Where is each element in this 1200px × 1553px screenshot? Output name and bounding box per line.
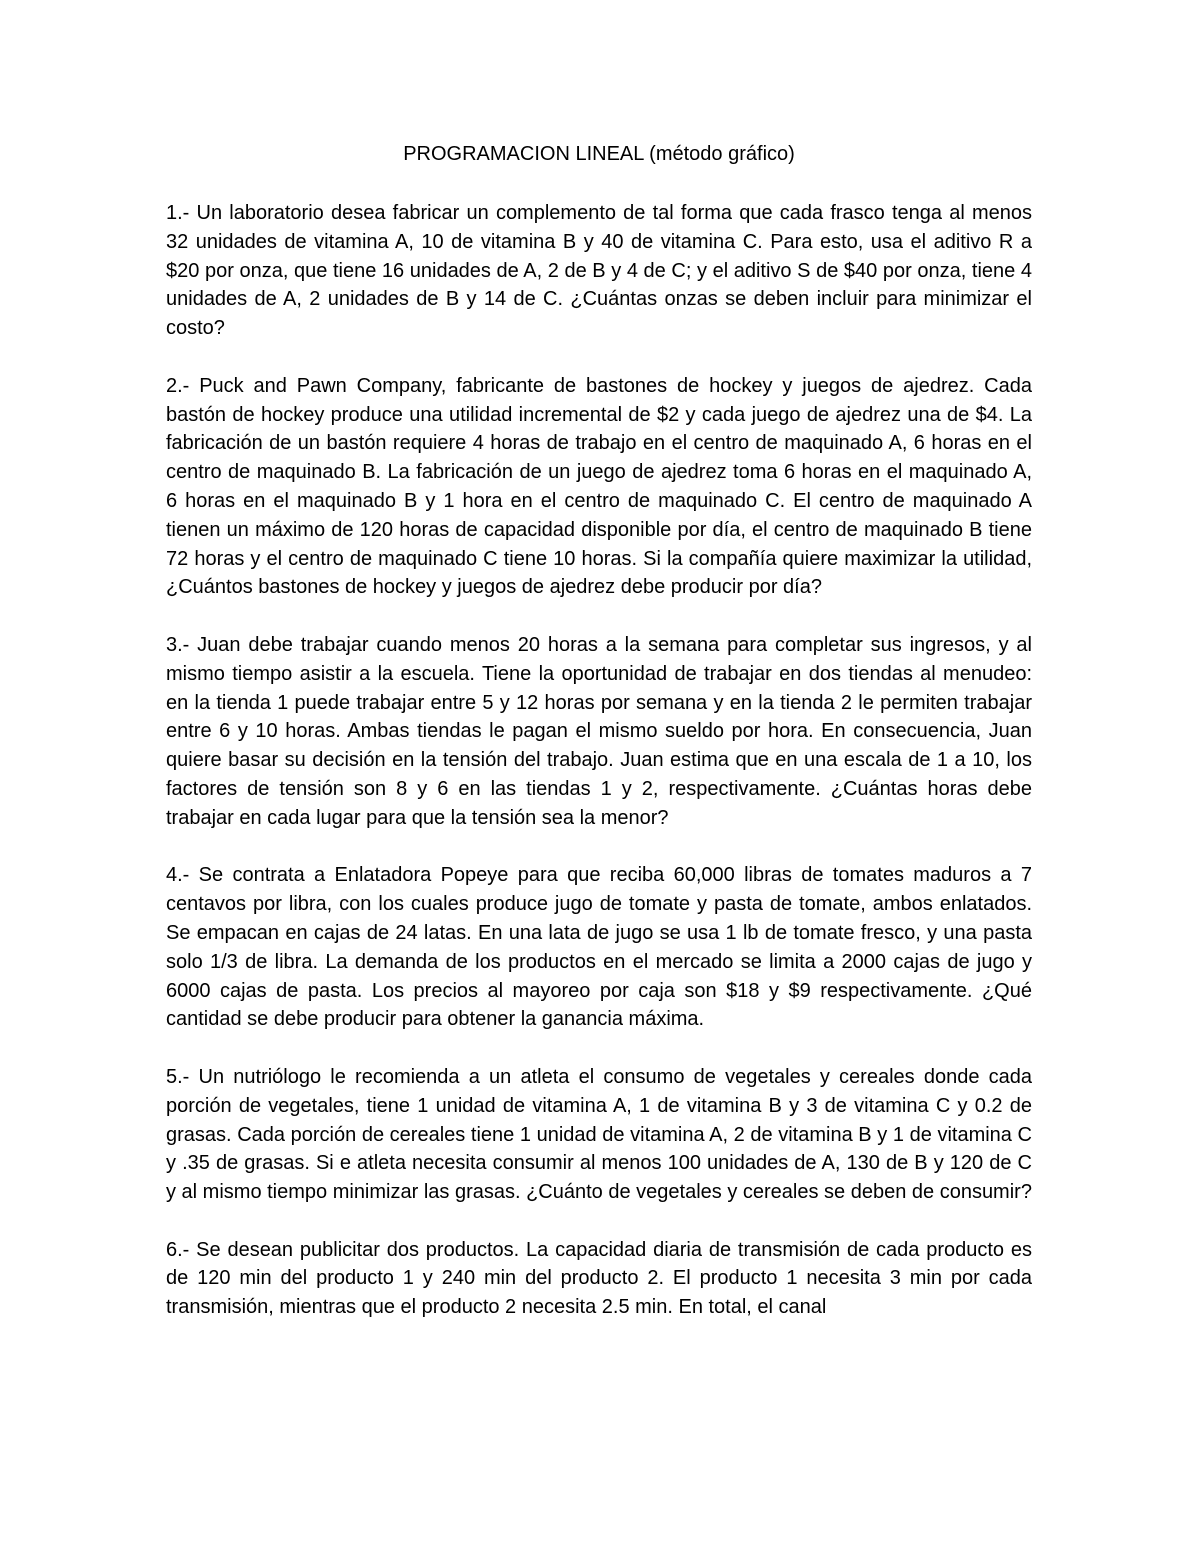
problem-1: 1.- Un laboratorio desea fabricar un complemento de tal forma que cada frasco tenga al menos 32 unidades de vitamina A, 10 de vitamina B y 40 de vitamina C. Para esto, usa el aditivo R a $20 por onza, que tiene 16 unidades de A, 2 de B y 4 de C; y el aditivo S de $40 por onza, tiene 4 unidades de A, 2 unidades de B y 14 de C. ¿Cuántas onzas se deben incluir para minimizar el costo?	[166, 202, 1032, 340]
document-title: PROGRAMACION LINEAL (método gráfico)	[403, 143, 795, 165]
problem-4: 4.- Se contrata a Enlatadora Popeye para que reciba 60,000 libras de tomates maduros a 7 centavos por libra, con los cuales produce jugo de tomate y pasta de tomate, ambos enlatados. Se empacan en cajas de 24 latas. En una lata de jugo se usa 1 lb de tomate fresco, y una pasta solo 1/3 de libra. La demanda de los productos en el mercado se limita a 2000 cajas de jugo y 6000 cajas de pasta. Los precios al mayoreo por caja son $18 y $9 respectivamente. ¿Qué cantidad se debe producir para obtener la ganancia máxima.	[166, 864, 1032, 1031]
problem-5: 5.- Un nutriólogo le recomienda a un atleta el consumo de vegetales y cereales donde cada porción de vegetales, tiene 1 unidad de vitamina A, 1 de vitamina B y 3 de vitamina C y 0.2 de grasas. Cada porción de cereales tiene 1 unidad de vitamina A, 2 de vitamina B y 1 de vitamina C y .35 de grasas. Si e atleta necesita consumir al menos 100 unidades de A, 130 de B y 120 de C y al mismo tiempo minimizar las grasas. ¿Cuánto de vegetales y cereales se deben de consumir?	[166, 1065, 1032, 1204]
problem-3: 3.- Juan debe trabajar cuando menos 20 horas a la semana para completar sus ingresos, y al mismo tiempo asistir a la escuela. Tiene la oportunidad de trabajar en dos tiendas al menudeo: en la tienda 1 puede trabajar entre 5 y 12 horas por semana y en la tienda 2 le permiten trabajar entre 6 y 10 horas. Ambas tiendas le pagan el mismo sueldo por hora. En consecuencia, Juan quiere basar su decisión en la tensión del trabajo. Juan estima que en una escala de 1 a 10, los factores de tensión son 8 y 6 en las tiendas 1 y 2, respectivamente. ¿Cuántas horas debe trabajar en cada lugar para que la tensión sea la menor?	[166, 633, 1032, 829]
document-body	[166, 140, 1032, 1351]
problem-2: 2.- Puck and Pawn Company, fabricante de bastones de hockey y juegos de ajedrez. Cada bastón de hockey produce una utilidad incremental de $2 y cada juego de ajedrez una de $4. La fabricación de un bastón requiere 4 horas de trabajo en el centro de maquinado A, 6 horas en el centro de maquinado B. La fabricación de un juego de ajedrez toma 6 horas en el maquinado A, 6 horas en el maquinado B y 1 hora en el centro de maquinado C. El centro de maquinado A tienen un máximo de 120 horas de capacidad disponible por día, el centro de maquinado B tiene 72 horas y el centro de maquinado C tiene 10 horas. Si la compañía quiere maximizar la utilidad, ¿Cuántos bastones de hockey y juegos de ajedrez debe producir por día?	[166, 374, 1032, 599]
problem-6: 6.- Se desean publicitar dos productos. La capacidad diaria de transmisión de cada producto es de 120 min del producto 1 y 240 min del producto 2. El producto 1 necesita 3 min por cada transmisión, mientras que el producto 2 necesita 2.5 min. En total, el canal	[166, 1238, 1032, 1319]
